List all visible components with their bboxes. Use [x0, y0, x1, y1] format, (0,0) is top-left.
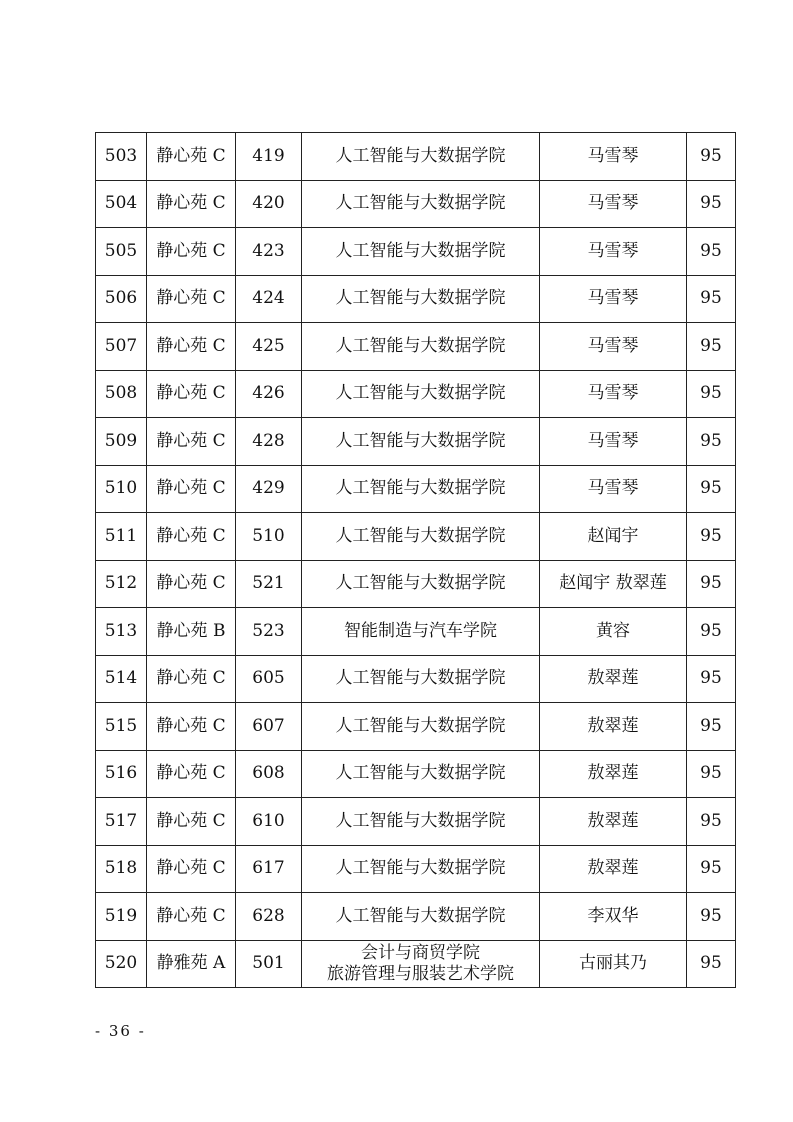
- building-cell: 静心苑 B: [147, 608, 236, 656]
- manager-cell: 古丽其乃: [540, 940, 687, 988]
- score-cell: 95: [687, 513, 736, 561]
- row-number-cell: 509: [96, 418, 147, 466]
- row-number-cell: 520: [96, 940, 147, 988]
- college-cell: [302, 513, 540, 561]
- building-cell: 静心苑 C: [147, 750, 236, 798]
- building-cell: 静心苑 C: [147, 703, 236, 751]
- college-name: 人工智能与大数据学院: [335, 430, 506, 451]
- row-number-cell: 517: [96, 798, 147, 846]
- manager-cell: 马雪琴: [540, 180, 687, 228]
- college-name: 人工智能与大数据学院: [335, 288, 506, 309]
- row-number-cell: 507: [96, 323, 147, 371]
- table-row: [96, 703, 736, 751]
- building-cell: 静心苑 C: [147, 560, 236, 608]
- table-row: [96, 228, 736, 276]
- room-cell: 610: [236, 798, 302, 846]
- building-cell: 静心苑 C: [147, 323, 236, 371]
- row-number-cell: 511: [96, 513, 147, 561]
- score-cell: 95: [687, 798, 736, 846]
- score-cell: 95: [687, 940, 736, 988]
- college-cell: [302, 750, 540, 798]
- room-cell: 510: [236, 513, 302, 561]
- table-row: [96, 845, 736, 893]
- table-row: [96, 608, 736, 656]
- college-name: 人工智能与大数据学院: [335, 145, 506, 166]
- manager-cell: 敖翠莲: [540, 703, 687, 751]
- score-cell: 95: [687, 655, 736, 703]
- table-row: [96, 323, 736, 371]
- score-cell: 95: [687, 893, 736, 941]
- building-cell: 静心苑 C: [147, 228, 236, 276]
- row-number-cell: 514: [96, 655, 147, 703]
- college-name: 人工智能与大数据学院: [335, 573, 506, 594]
- table-row: [96, 418, 736, 466]
- manager-cell: 敖翠莲: [540, 845, 687, 893]
- manager-cell: 马雪琴: [540, 418, 687, 466]
- building-cell: 静心苑 C: [147, 275, 236, 323]
- table-row: [96, 180, 736, 228]
- room-cell: 501: [236, 940, 302, 988]
- score-cell: 95: [687, 275, 736, 323]
- score-cell: 95: [687, 323, 736, 371]
- college-cell: [302, 560, 540, 608]
- table-row: [96, 513, 736, 561]
- manager-cell: 李双华: [540, 893, 687, 941]
- college-name: 人工智能与大数据学院: [335, 335, 506, 356]
- room-cell: 426: [236, 370, 302, 418]
- manager-cell: 马雪琴: [540, 370, 687, 418]
- row-number-cell: 505: [96, 228, 147, 276]
- college-name: 人工智能与大数据学院: [335, 715, 506, 736]
- manager-cell: 敖翠莲: [540, 750, 687, 798]
- row-number-cell: 519: [96, 893, 147, 941]
- page-number: - 36 -: [95, 1022, 146, 1040]
- college-name: 会计与商贸学院: [361, 942, 480, 963]
- score-cell: 95: [687, 370, 736, 418]
- score-cell: 95: [687, 180, 736, 228]
- score-cell: 95: [687, 228, 736, 276]
- college-cell: [302, 798, 540, 846]
- building-cell: 静心苑 C: [147, 893, 236, 941]
- room-cell: 423: [236, 228, 302, 276]
- college-cell: [302, 228, 540, 276]
- college-cell: [302, 703, 540, 751]
- college-name: 人工智能与大数据学院: [335, 240, 506, 261]
- college-name: 人工智能与大数据学院: [335, 763, 506, 784]
- manager-cell: 黄容: [540, 608, 687, 656]
- building-cell: 静心苑 C: [147, 465, 236, 513]
- score-cell: 95: [687, 608, 736, 656]
- college-cell: [302, 940, 540, 988]
- college-name: 人工智能与大数据学院: [335, 383, 506, 404]
- row-number-cell: 503: [96, 133, 147, 181]
- manager-cell: 赵闻宇 敖翠莲: [540, 560, 687, 608]
- score-cell: 95: [687, 560, 736, 608]
- row-number-cell: 515: [96, 703, 147, 751]
- room-cell: 424: [236, 275, 302, 323]
- table-row: [96, 370, 736, 418]
- manager-cell: 敖翠莲: [540, 655, 687, 703]
- college-name: 人工智能与大数据学院: [335, 668, 506, 689]
- score-cell: 95: [687, 465, 736, 513]
- score-cell: 95: [687, 418, 736, 466]
- room-cell: 428: [236, 418, 302, 466]
- college-cell: [302, 180, 540, 228]
- college-cell: [302, 893, 540, 941]
- building-cell: 静雅苑 A: [147, 940, 236, 988]
- table-row: [96, 798, 736, 846]
- college-name: 旅游管理与服装艺术学院: [327, 963, 514, 984]
- manager-cell: 马雪琴: [540, 133, 687, 181]
- college-name: 人工智能与大数据学院: [335, 478, 506, 499]
- room-cell: 420: [236, 180, 302, 228]
- row-number-cell: 510: [96, 465, 147, 513]
- room-cell: 523: [236, 608, 302, 656]
- room-cell: 605: [236, 655, 302, 703]
- college-cell: [302, 465, 540, 513]
- college-name: 人工智能与大数据学院: [335, 525, 506, 546]
- room-cell: 425: [236, 323, 302, 371]
- college-cell: [302, 655, 540, 703]
- college-name: 人工智能与大数据学院: [335, 858, 506, 879]
- table-row: [96, 893, 736, 941]
- table-row: [96, 275, 736, 323]
- building-cell: 静心苑 C: [147, 180, 236, 228]
- room-cell: 607: [236, 703, 302, 751]
- building-cell: 静心苑 C: [147, 513, 236, 561]
- room-cell: 419: [236, 133, 302, 181]
- score-cell: 95: [687, 845, 736, 893]
- manager-cell: 马雪琴: [540, 228, 687, 276]
- college-name: 人工智能与大数据学院: [335, 905, 506, 926]
- manager-cell: 马雪琴: [540, 323, 687, 371]
- score-cell: 95: [687, 133, 736, 181]
- college-name: 人工智能与大数据学院: [335, 810, 506, 831]
- building-cell: 静心苑 C: [147, 418, 236, 466]
- college-cell: [302, 133, 540, 181]
- college-cell: [302, 275, 540, 323]
- score-cell: 95: [687, 750, 736, 798]
- manager-cell: 马雪琴: [540, 275, 687, 323]
- college-cell: [302, 845, 540, 893]
- row-number-cell: 516: [96, 750, 147, 798]
- row-number-cell: 512: [96, 560, 147, 608]
- row-number-cell: 508: [96, 370, 147, 418]
- row-number-cell: 518: [96, 845, 147, 893]
- room-cell: 521: [236, 560, 302, 608]
- table-row: [96, 750, 736, 798]
- building-cell: 静心苑 C: [147, 133, 236, 181]
- room-cell: 429: [236, 465, 302, 513]
- row-number-cell: 513: [96, 608, 147, 656]
- college-cell: [302, 608, 540, 656]
- building-cell: 静心苑 C: [147, 655, 236, 703]
- college-name: 智能制造与汽车学院: [344, 620, 497, 641]
- college-cell: [302, 370, 540, 418]
- room-cell: 628: [236, 893, 302, 941]
- manager-cell: 马雪琴: [540, 465, 687, 513]
- building-cell: 静心苑 C: [147, 845, 236, 893]
- table-row: [96, 133, 736, 181]
- building-cell: 静心苑 C: [147, 370, 236, 418]
- manager-cell: 敖翠莲: [540, 798, 687, 846]
- table-body: [96, 133, 736, 988]
- manager-cell: 赵闻宇: [540, 513, 687, 561]
- building-cell: 静心苑 C: [147, 798, 236, 846]
- college-cell: [302, 323, 540, 371]
- room-cell: 608: [236, 750, 302, 798]
- row-number-cell: 504: [96, 180, 147, 228]
- table-row: [96, 465, 736, 513]
- row-number-cell: 506: [96, 275, 147, 323]
- table-row: [96, 655, 736, 703]
- dormitory-score-table: [95, 132, 736, 988]
- college-name: 人工智能与大数据学院: [335, 193, 506, 214]
- table-row: [96, 560, 736, 608]
- table-row: [96, 940, 736, 988]
- score-cell: 95: [687, 703, 736, 751]
- room-cell: 617: [236, 845, 302, 893]
- college-cell: [302, 418, 540, 466]
